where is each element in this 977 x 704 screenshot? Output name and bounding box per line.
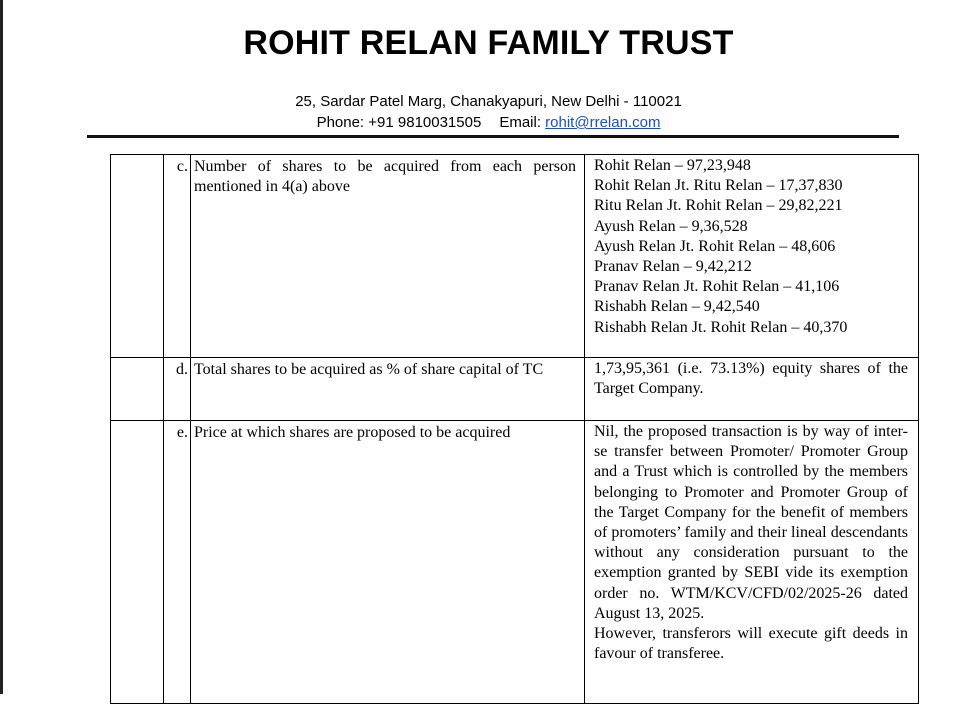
- answer-line: Rohit Relan Jt. Ritu Relan – 17,37,830: [594, 177, 843, 195]
- answer-line: Rishabh Relan – 9,42,540: [594, 298, 760, 316]
- row-question: Price at which shares are proposed to be acquired: [191, 421, 585, 704]
- answer-line: Rishabh Relan Jt. Rohit Relan – 40,370: [594, 318, 848, 336]
- row-answer: 1,73,95,361 (i.e. 73.13%) equity shares of the Target Company.: [585, 358, 919, 421]
- disclosure-table: [110, 154, 919, 704]
- answer-paragraph: Nil, the proposed transaction is by way of inter-se transfer between Promoter/ Promoter Group and a Trust which is controlled by the members belonging to Promoter and Promoter Group of the Target Company for the benefit of members of promoters’ family and their lineal descendants without any consideration pursuant to the exemption granted by SEBI vide its exemption order no. WTM/KCV/CFD/02/2025-26 dated August 13, 2025.: [594, 423, 908, 622]
- trust-address: 25, Sardar Patel Marg, Chanakyapuri, New Delhi - 110021: [295, 93, 682, 110]
- email-label: Email:: [499, 114, 541, 131]
- table-row: [111, 155, 919, 358]
- answer-line: Pranav Relan Jt. Rohit Relan – 41,106: [594, 278, 840, 296]
- row-answer: [585, 421, 919, 704]
- answer-line: Ayush Relan Jt. Rohit Relan – 48,606: [594, 237, 836, 255]
- row-question: Number of shares to be acquired from each person mentioned in 4(a) above: [191, 155, 585, 358]
- answer-line: Pranav Relan – 9,42,212: [594, 258, 752, 276]
- row-answer: [585, 155, 919, 358]
- answer-line: Ritu Relan Jt. Rohit Relan – 29,82,221: [594, 197, 843, 215]
- row-label: d.: [164, 358, 191, 421]
- table-row: [111, 421, 919, 704]
- answer-line: Ayush Relan – 9,36,528: [594, 217, 748, 235]
- row-label: e.: [164, 421, 191, 704]
- row-label: c.: [164, 155, 191, 358]
- trust-contact: [0, 114, 977, 131]
- table-row: [111, 358, 919, 421]
- blank-cell: [111, 358, 164, 421]
- header-divider: [87, 135, 899, 138]
- answer-line: Rohit Relan – 97,23,948: [594, 157, 751, 174]
- phone-text: Phone: +91 9810031505: [316, 114, 482, 131]
- blank-cell: [111, 155, 164, 358]
- email-link[interactable]: rohit@rrelan.com: [545, 114, 661, 131]
- blank-cell: [111, 421, 164, 704]
- answer-note: However, transferors will execute gift deeds in favour of transferee.: [594, 625, 908, 663]
- trust-name: ROHIT RELAN FAMILY TRUST: [243, 24, 734, 62]
- row-question: Total shares to be acquired as % of share capital of TC: [191, 358, 585, 421]
